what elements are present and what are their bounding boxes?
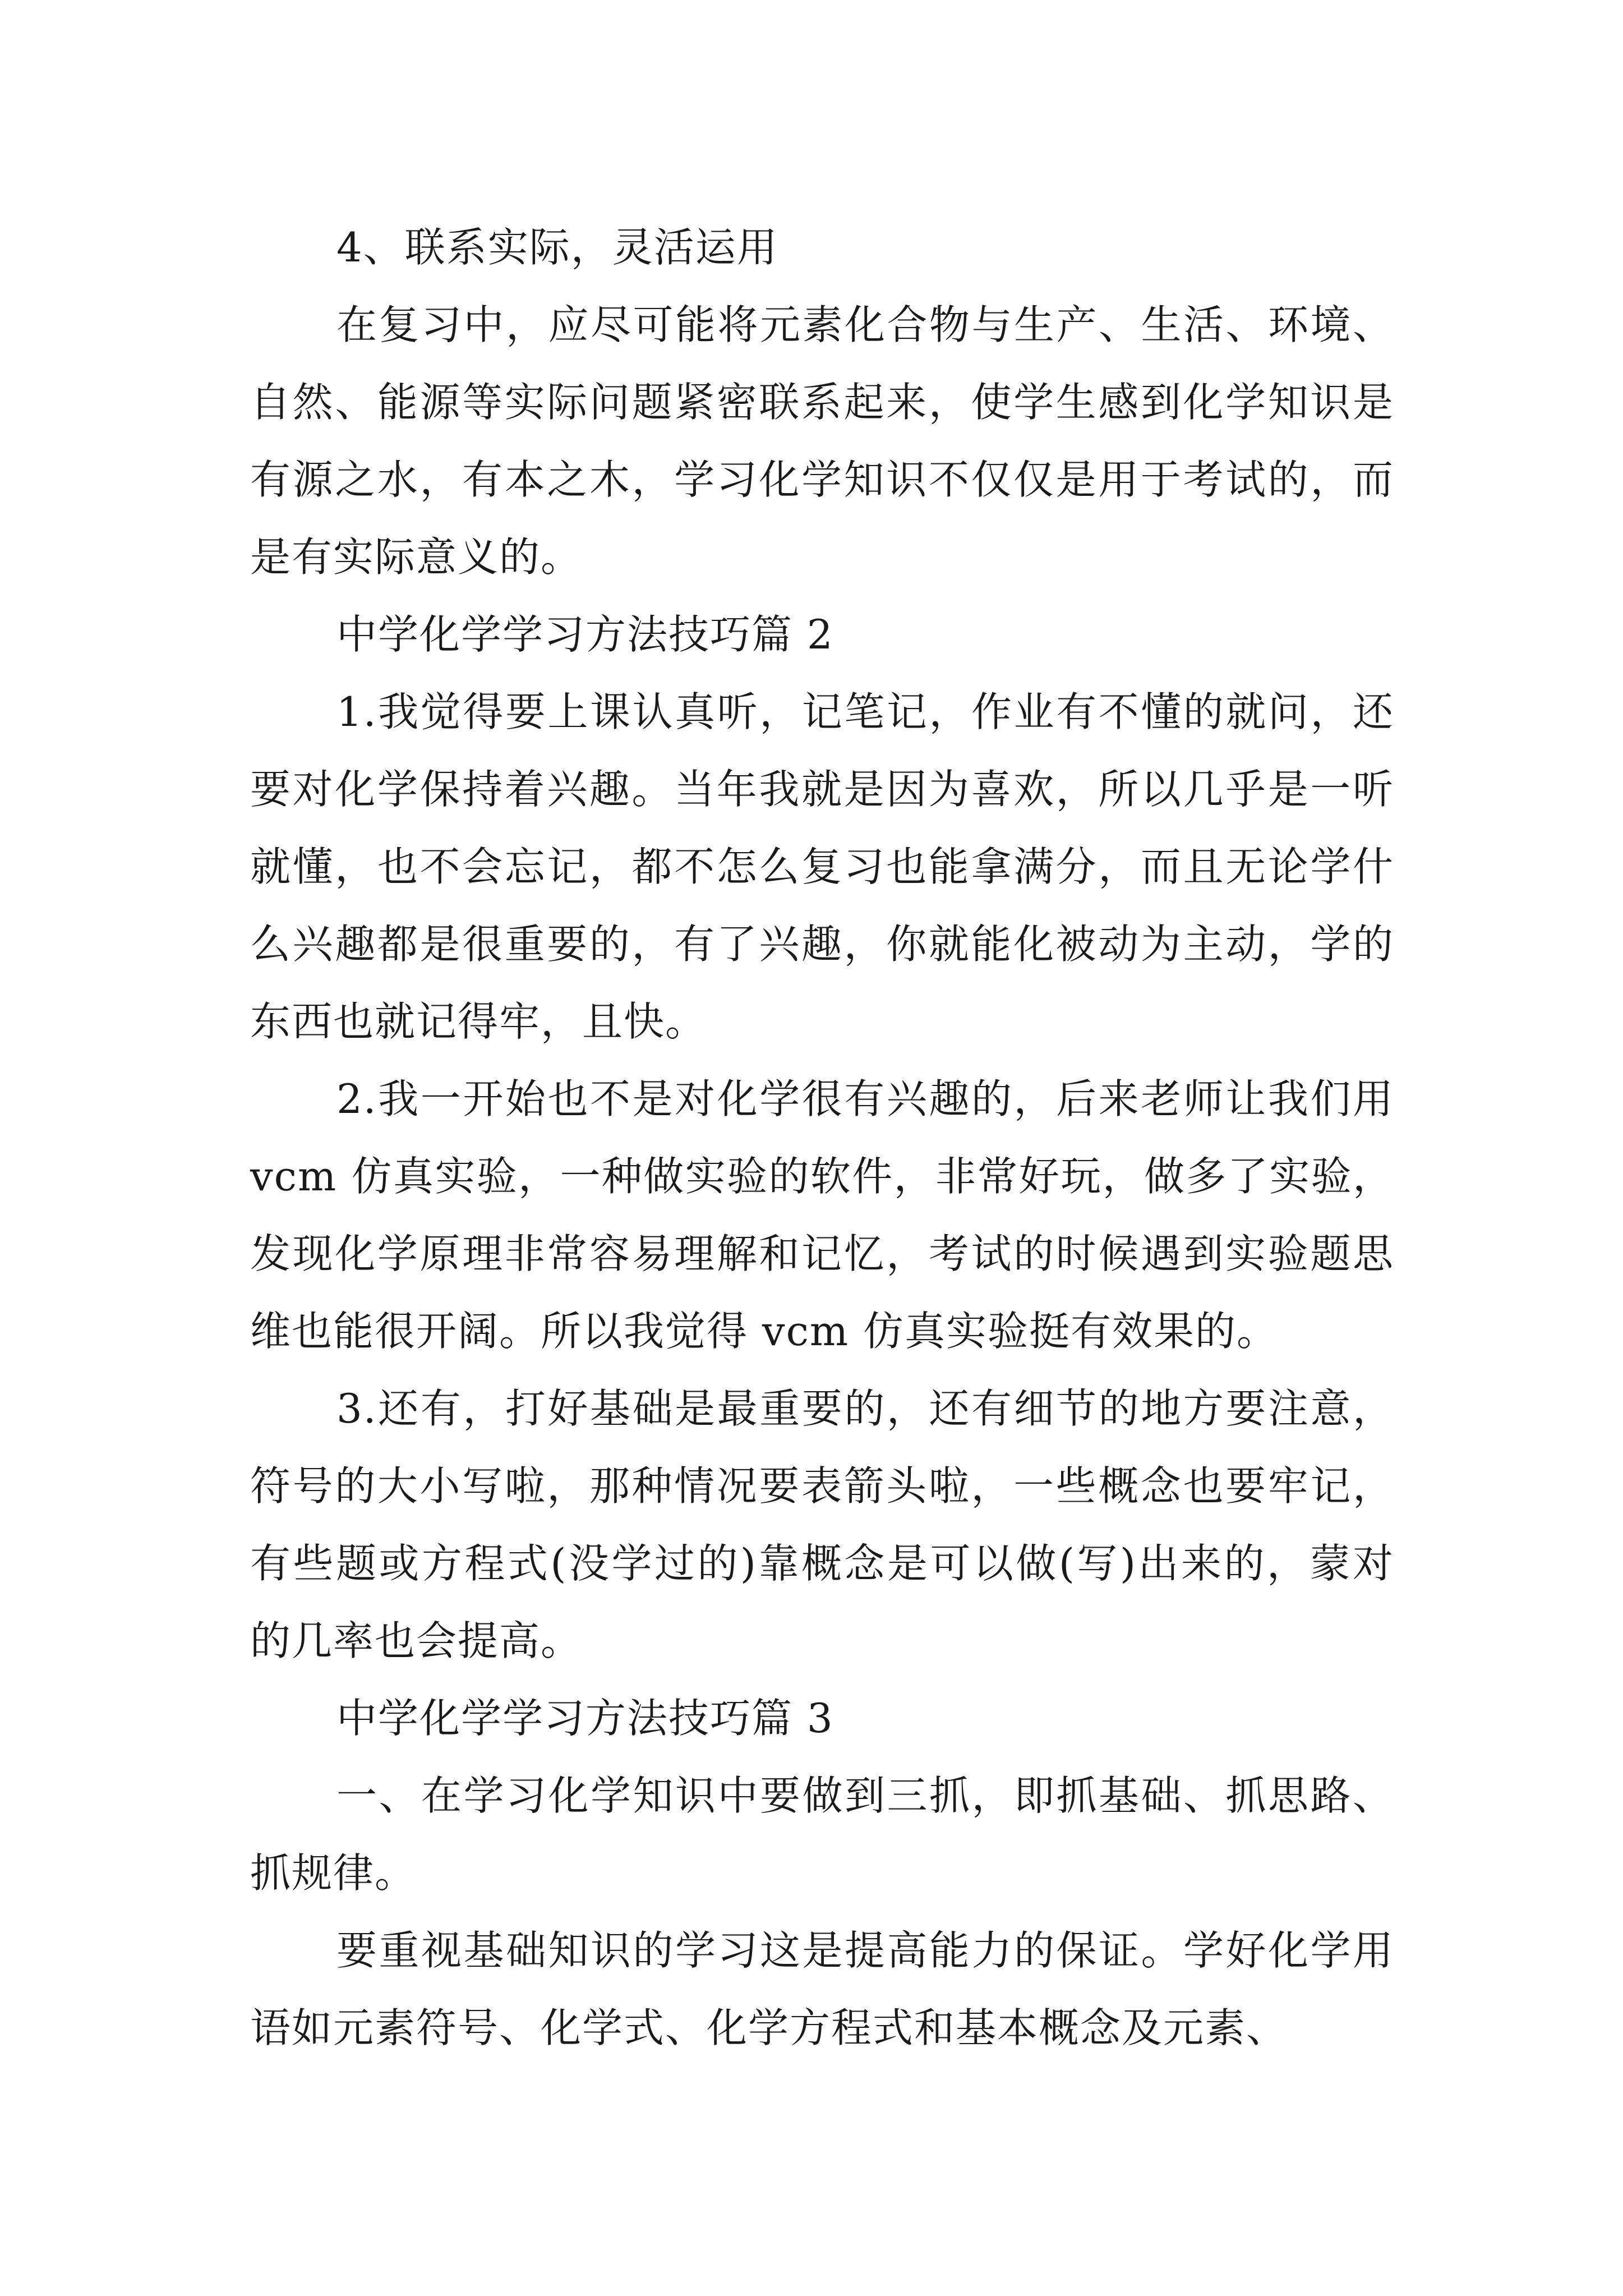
paragraph-three-grasps: 一、在学习化学知识中要做到三抓，即抓基础、抓思路、抓规律。 <box>250 1772 1394 1897</box>
section-heading-part-3: 中学化学学习方法技巧篇 3 <box>336 1695 834 1742</box>
paragraph-tip-1: 1.我觉得要上课认真听，记笔记，作业有不懂的就问，还要对化学保持着兴趣。当年我就是因为喜欢，所以几乎是一听就懂，也不会忘记，都不怎么复习也能拿满分，而且无论学什么兴趣都是很重要的，有了兴趣，你就能化被动为主动，学的东西也就记得牢，且快。 <box>250 688 1394 1045</box>
paragraph-basics: 要重视基础知识的学习这是提高能力的保证。学好化学用语如元素符号、化学式、化学方程式和基本概念及元素、 <box>250 1927 1394 2051</box>
section-heading-part-2: 中学化学学习方法技巧篇 2 <box>336 611 834 658</box>
paragraph-tip-3: 3.还有，打好基础是最重要的，还有细节的地方要注意，符号的大小写啦，那种情况要表箭头啦，一些概念也要牢记，有些题或方程式(没学过的)靠概念是可以做(写)出来的，蒙对的几率也会提高。 <box>250 1385 1394 1664</box>
section-heading-link-practice: 4、联系实际，灵活运用 <box>336 224 778 271</box>
paragraph-review-practice: 在复习中，应尽可能将元素化合物与生产、生活、环境、自然、能源等实际问题紧密联系起来，使学生感到化学知识是有源之水，有本之木，学习化学知识不仅仅是用于考试的，而是有实际意义的。 <box>250 301 1394 581</box>
paragraph-tip-2: 2.我一开始也不是对化学很有兴趣的，后来老师让我们用 vcm 仿真实验，一种做实验的软件，非常好玩，做多了实验，发现化学原理非常容易理解和记忆，考试的时候遇到实验题思维也能很开阔。所以我觉得 vcm 仿真实验挺有效果的。 <box>250 1075 1394 1355</box>
document-body <box>250 209 1394 2067</box>
